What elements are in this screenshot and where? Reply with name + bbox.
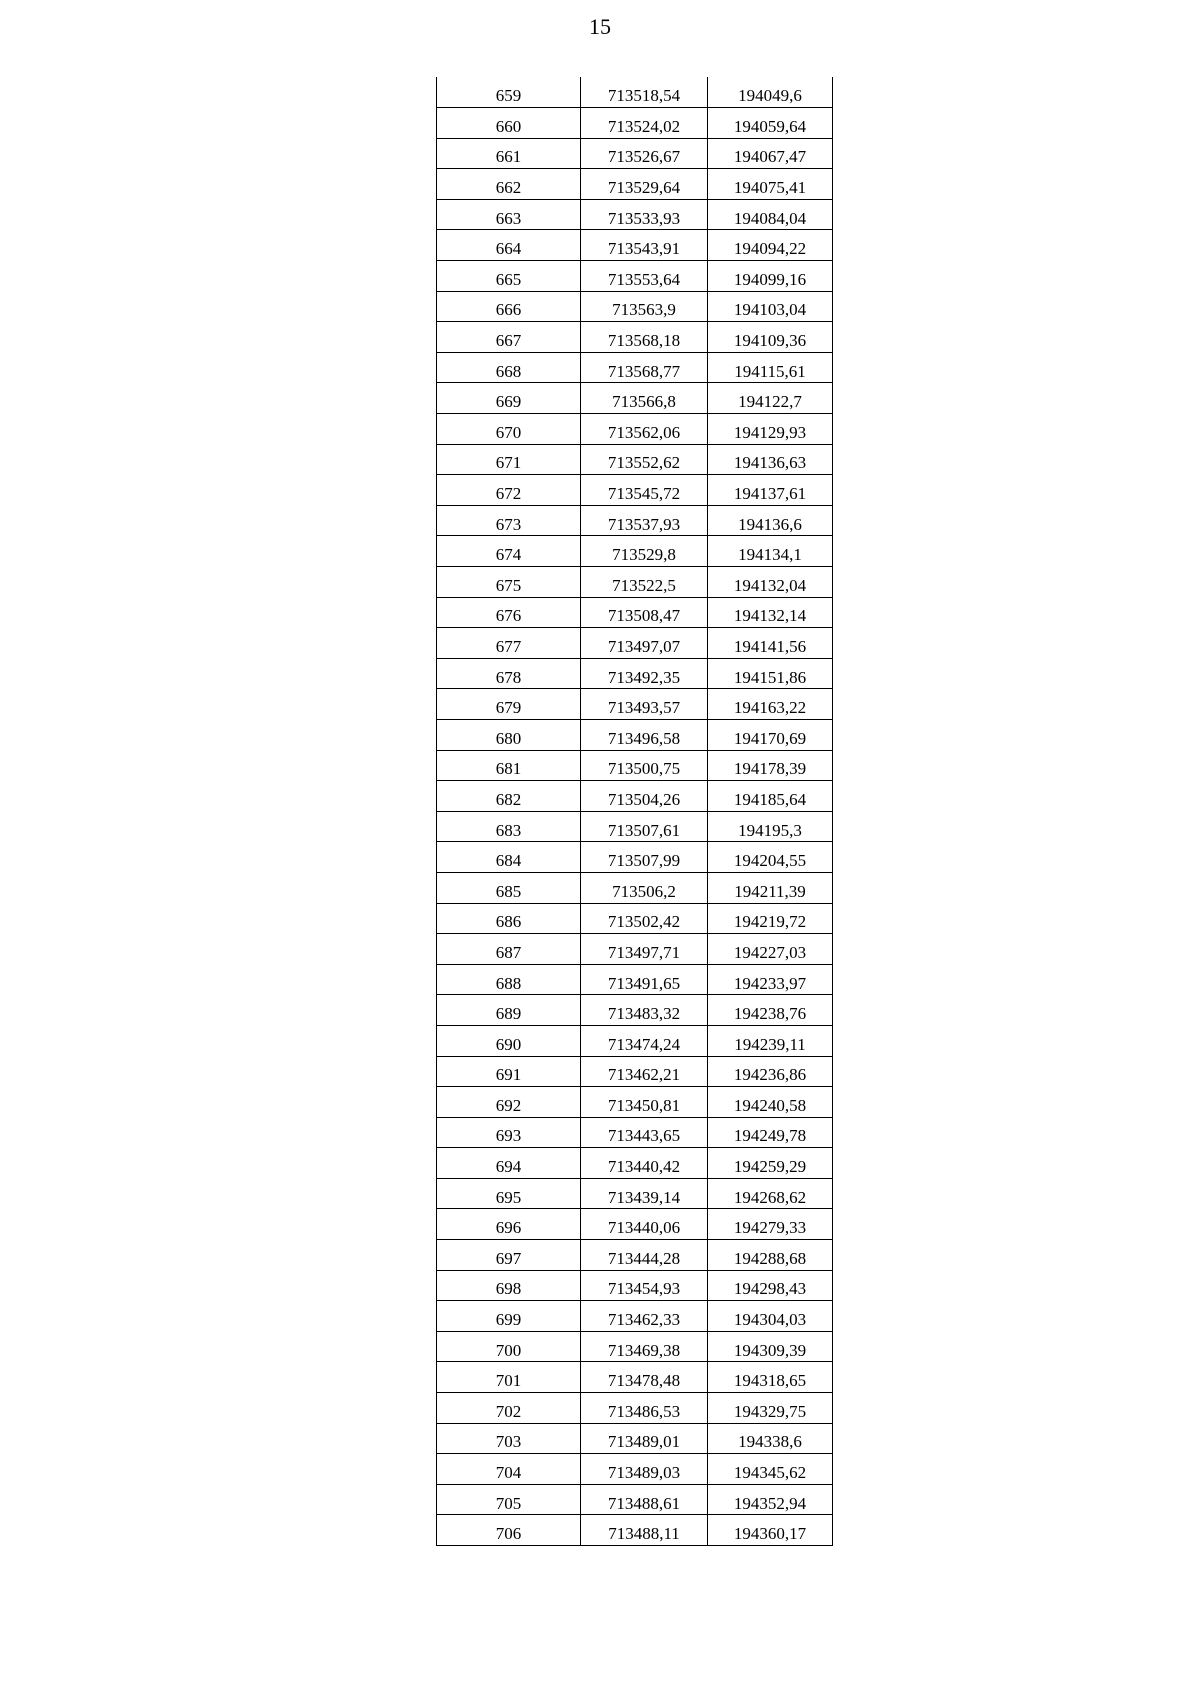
x-coordinate-cell: 713568,18 (581, 322, 708, 353)
y-coordinate-cell: 194141,56 (708, 628, 833, 659)
table-row (437, 781, 833, 812)
point-number-cell: 674 (437, 536, 581, 567)
point-number-cell: 691 (437, 1056, 581, 1087)
y-coordinate-cell: 194318,65 (708, 1362, 833, 1393)
y-coordinate-cell: 194136,6 (708, 505, 833, 536)
x-coordinate-cell: 713502,42 (581, 903, 708, 934)
point-number-cell: 682 (437, 781, 581, 812)
point-number-cell: 662 (437, 169, 581, 200)
table-row (437, 1331, 833, 1362)
y-coordinate-cell: 194195,3 (708, 811, 833, 842)
x-coordinate-cell: 713563,9 (581, 291, 708, 322)
point-number-cell: 672 (437, 475, 581, 506)
point-number-cell: 696 (437, 1209, 581, 1240)
y-coordinate-cell: 194178,39 (708, 750, 833, 781)
table-row (437, 903, 833, 934)
y-coordinate-cell: 194136,63 (708, 444, 833, 475)
point-number-cell: 690 (437, 1025, 581, 1056)
table-row (437, 505, 833, 536)
y-coordinate-cell: 194115,61 (708, 352, 833, 383)
point-number-cell: 681 (437, 750, 581, 781)
x-coordinate-cell: 713533,93 (581, 199, 708, 230)
point-number-cell: 665 (437, 261, 581, 292)
y-coordinate-cell: 194185,64 (708, 781, 833, 812)
table-row (437, 842, 833, 873)
table-row (437, 1301, 833, 1332)
point-number-cell: 666 (437, 291, 581, 322)
x-coordinate-cell: 713537,93 (581, 505, 708, 536)
x-coordinate-cell: 713478,48 (581, 1362, 708, 1393)
y-coordinate-cell: 194329,75 (708, 1393, 833, 1424)
point-number-cell: 659 (437, 77, 581, 108)
x-coordinate-cell: 713500,75 (581, 750, 708, 781)
y-coordinate-cell: 194132,14 (708, 597, 833, 628)
y-coordinate-cell: 194067,47 (708, 138, 833, 169)
point-number-cell: 705 (437, 1484, 581, 1515)
point-number-cell: 693 (437, 1117, 581, 1148)
y-coordinate-cell: 194298,43 (708, 1270, 833, 1301)
point-number-cell: 667 (437, 322, 581, 353)
point-number-cell: 671 (437, 444, 581, 475)
table-row (437, 536, 833, 567)
point-number-cell: 687 (437, 934, 581, 965)
point-number-cell: 688 (437, 964, 581, 995)
y-coordinate-cell: 194219,72 (708, 903, 833, 934)
y-coordinate-cell: 194084,04 (708, 199, 833, 230)
x-coordinate-cell: 713507,99 (581, 842, 708, 873)
y-coordinate-cell: 194239,11 (708, 1025, 833, 1056)
y-coordinate-cell: 194132,04 (708, 567, 833, 598)
point-number-cell: 700 (437, 1331, 581, 1362)
x-coordinate-cell: 713507,61 (581, 811, 708, 842)
table-row (437, 1484, 833, 1515)
point-number-cell: 702 (437, 1393, 581, 1424)
x-coordinate-cell: 713545,72 (581, 475, 708, 506)
table-row (437, 1515, 833, 1546)
table-row (437, 628, 833, 659)
x-coordinate-cell: 713469,38 (581, 1331, 708, 1362)
y-coordinate-cell: 194309,39 (708, 1331, 833, 1362)
point-number-cell: 661 (437, 138, 581, 169)
x-coordinate-cell: 713543,91 (581, 230, 708, 261)
x-coordinate-cell: 713562,06 (581, 414, 708, 445)
x-coordinate-cell: 713440,06 (581, 1209, 708, 1240)
y-coordinate-cell: 194338,6 (708, 1423, 833, 1454)
x-coordinate-cell: 713504,26 (581, 781, 708, 812)
x-coordinate-cell: 713492,35 (581, 658, 708, 689)
x-coordinate-cell: 713444,28 (581, 1240, 708, 1271)
point-number-cell: 694 (437, 1148, 581, 1179)
x-coordinate-cell: 713529,8 (581, 536, 708, 567)
x-coordinate-cell: 713553,64 (581, 261, 708, 292)
x-coordinate-cell: 713483,32 (581, 995, 708, 1026)
y-coordinate-cell: 194163,22 (708, 689, 833, 720)
y-coordinate-cell: 194227,03 (708, 934, 833, 965)
table-row (437, 230, 833, 261)
table-row (437, 1178, 833, 1209)
x-coordinate-cell: 713491,65 (581, 964, 708, 995)
y-coordinate-cell: 194137,61 (708, 475, 833, 506)
point-number-cell: 704 (437, 1454, 581, 1485)
y-coordinate-cell: 194259,29 (708, 1148, 833, 1179)
x-coordinate-cell: 713454,93 (581, 1270, 708, 1301)
table-row (437, 77, 833, 108)
table-row (437, 811, 833, 842)
point-number-cell: 685 (437, 872, 581, 903)
x-coordinate-cell: 713496,58 (581, 719, 708, 750)
point-number-cell: 684 (437, 842, 581, 873)
y-coordinate-cell: 194240,58 (708, 1087, 833, 1118)
x-coordinate-cell: 713508,47 (581, 597, 708, 628)
y-coordinate-cell: 194122,7 (708, 383, 833, 414)
y-coordinate-cell: 194345,62 (708, 1454, 833, 1485)
x-coordinate-cell: 713522,5 (581, 567, 708, 598)
x-coordinate-cell: 713450,81 (581, 1087, 708, 1118)
table-row (437, 995, 833, 1026)
x-coordinate-cell: 713488,11 (581, 1515, 708, 1546)
y-coordinate-cell: 194103,04 (708, 291, 833, 322)
point-number-cell: 669 (437, 383, 581, 414)
x-coordinate-cell: 713443,65 (581, 1117, 708, 1148)
point-number-cell: 695 (437, 1178, 581, 1209)
point-number-cell: 706 (437, 1515, 581, 1546)
table-row (437, 475, 833, 506)
y-coordinate-cell: 194059,64 (708, 108, 833, 139)
point-number-cell: 699 (437, 1301, 581, 1332)
y-coordinate-cell: 194211,39 (708, 872, 833, 903)
table-row (437, 322, 833, 353)
table-row (437, 352, 833, 383)
x-coordinate-cell: 713488,61 (581, 1484, 708, 1515)
point-number-cell: 664 (437, 230, 581, 261)
table-row (437, 750, 833, 781)
table-row (437, 597, 833, 628)
coordinates-table-body (437, 77, 833, 1546)
point-number-cell: 673 (437, 505, 581, 536)
y-coordinate-cell: 194304,03 (708, 1301, 833, 1332)
y-coordinate-cell: 194109,36 (708, 322, 833, 353)
x-coordinate-cell: 713497,07 (581, 628, 708, 659)
point-number-cell: 663 (437, 199, 581, 230)
point-number-cell: 697 (437, 1240, 581, 1271)
point-number-cell: 680 (437, 719, 581, 750)
coordinates-table (436, 77, 833, 1546)
table-row (437, 689, 833, 720)
table-row (437, 567, 833, 598)
point-number-cell: 670 (437, 414, 581, 445)
x-coordinate-cell: 713486,53 (581, 1393, 708, 1424)
table-row (437, 138, 833, 169)
table-row (437, 383, 833, 414)
y-coordinate-cell: 194360,17 (708, 1515, 833, 1546)
table-row (437, 1454, 833, 1485)
table-row (437, 1393, 833, 1424)
point-number-cell: 678 (437, 658, 581, 689)
x-coordinate-cell: 713524,02 (581, 108, 708, 139)
y-coordinate-cell: 194238,76 (708, 995, 833, 1026)
table-row (437, 291, 833, 322)
x-coordinate-cell: 713439,14 (581, 1178, 708, 1209)
y-coordinate-cell: 194352,94 (708, 1484, 833, 1515)
y-coordinate-cell: 194075,41 (708, 169, 833, 200)
y-coordinate-cell: 194099,16 (708, 261, 833, 292)
point-number-cell: 701 (437, 1362, 581, 1393)
table-row (437, 1117, 833, 1148)
y-coordinate-cell: 194233,97 (708, 964, 833, 995)
table-row (437, 1209, 833, 1240)
x-coordinate-cell: 713462,33 (581, 1301, 708, 1332)
y-coordinate-cell: 194170,69 (708, 719, 833, 750)
y-coordinate-cell: 194134,1 (708, 536, 833, 567)
x-coordinate-cell: 713568,77 (581, 352, 708, 383)
point-number-cell: 698 (437, 1270, 581, 1301)
point-number-cell: 703 (437, 1423, 581, 1454)
y-coordinate-cell: 194151,86 (708, 658, 833, 689)
x-coordinate-cell: 713529,64 (581, 169, 708, 200)
y-coordinate-cell: 194049,6 (708, 77, 833, 108)
x-coordinate-cell: 713440,42 (581, 1148, 708, 1179)
point-number-cell: 668 (437, 352, 581, 383)
table-row (437, 199, 833, 230)
x-coordinate-cell: 713489,03 (581, 1454, 708, 1485)
point-number-cell: 692 (437, 1087, 581, 1118)
table-row (437, 1362, 833, 1393)
y-coordinate-cell: 194288,68 (708, 1240, 833, 1271)
point-number-cell: 677 (437, 628, 581, 659)
table-row (437, 934, 833, 965)
y-coordinate-cell: 194249,78 (708, 1117, 833, 1148)
table-row (437, 1270, 833, 1301)
point-number-cell: 679 (437, 689, 581, 720)
table-row (437, 444, 833, 475)
table-row (437, 872, 833, 903)
x-coordinate-cell: 713566,8 (581, 383, 708, 414)
y-coordinate-cell: 194236,86 (708, 1056, 833, 1087)
table-row (437, 964, 833, 995)
y-coordinate-cell: 194279,33 (708, 1209, 833, 1240)
x-coordinate-cell: 713518,54 (581, 77, 708, 108)
table-row (437, 108, 833, 139)
x-coordinate-cell: 713493,57 (581, 689, 708, 720)
x-coordinate-cell: 713552,62 (581, 444, 708, 475)
table-row (437, 414, 833, 445)
table-row (437, 261, 833, 292)
table-row (437, 1148, 833, 1179)
table-row (437, 1056, 833, 1087)
x-coordinate-cell: 713474,24 (581, 1025, 708, 1056)
table-row (437, 1025, 833, 1056)
point-number-cell: 686 (437, 903, 581, 934)
x-coordinate-cell: 713489,01 (581, 1423, 708, 1454)
x-coordinate-cell: 713497,71 (581, 934, 708, 965)
y-coordinate-cell: 194094,22 (708, 230, 833, 261)
table-row (437, 1423, 833, 1454)
point-number-cell: 676 (437, 597, 581, 628)
y-coordinate-cell: 194204,55 (708, 842, 833, 873)
x-coordinate-cell: 713526,67 (581, 138, 708, 169)
table-row (437, 1240, 833, 1271)
point-number-cell: 683 (437, 811, 581, 842)
table-row (437, 169, 833, 200)
table-row (437, 658, 833, 689)
table-row (437, 1087, 833, 1118)
table-row (437, 719, 833, 750)
point-number-cell: 689 (437, 995, 581, 1026)
x-coordinate-cell: 713462,21 (581, 1056, 708, 1087)
y-coordinate-cell: 194129,93 (708, 414, 833, 445)
point-number-cell: 660 (437, 108, 581, 139)
point-number-cell: 675 (437, 567, 581, 598)
x-coordinate-cell: 713506,2 (581, 872, 708, 903)
y-coordinate-cell: 194268,62 (708, 1178, 833, 1209)
page-number: 15 (589, 14, 611, 39)
